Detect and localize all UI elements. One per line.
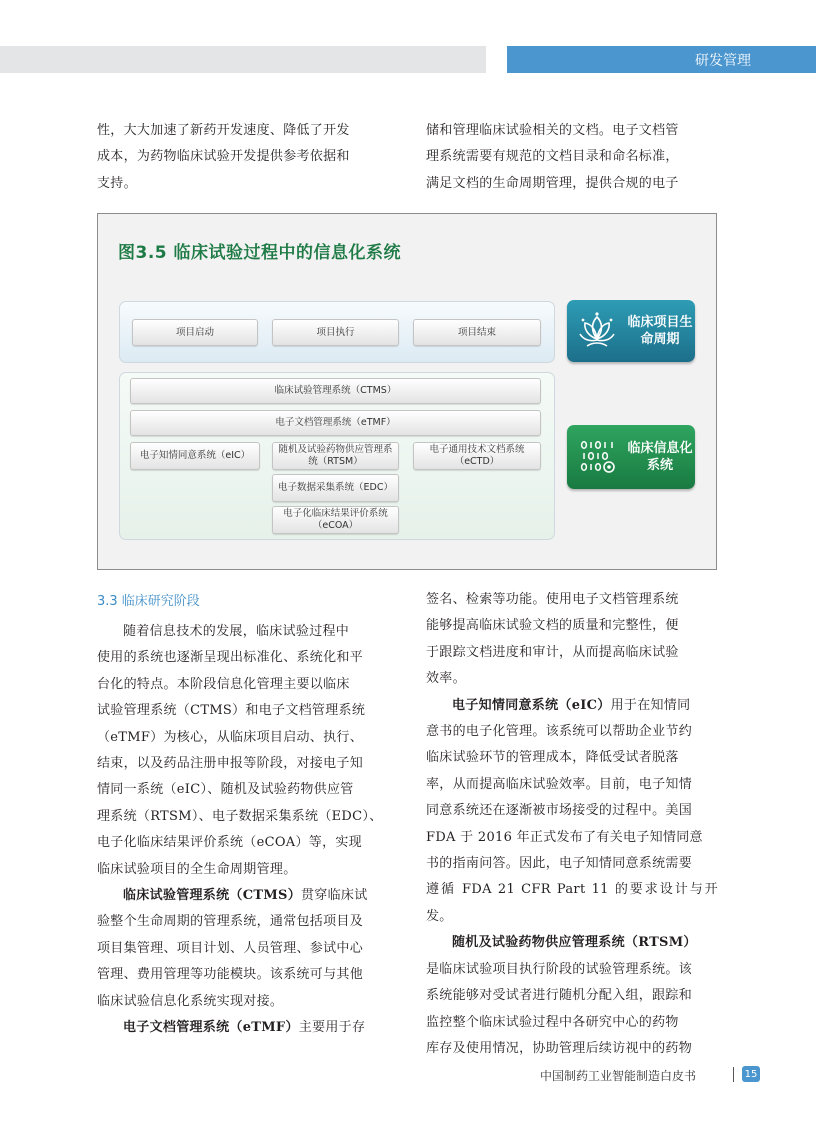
page-number: 15: [742, 1066, 760, 1082]
text-line: 电子化临床结果评价系统（eCOA）等，实现: [97, 835, 362, 851]
header-blue-bar: [507, 46, 816, 73]
text-line: 验整个生命周期的管理系统，通常包括项目及: [97, 914, 364, 930]
text-line: 台化的特点。本阶段信息化管理主要以临床: [97, 676, 350, 692]
binary-data-icon: [575, 435, 619, 479]
figure-3-5: [97, 213, 717, 570]
text-line: （eTMF）为核心，从临床项目启动、执行、: [97, 729, 363, 745]
text-line: 理系统需要有规范的文档目录和命名标准，: [426, 149, 679, 165]
text-line: [97, 883, 389, 909]
system-ectd: 电子通用技术文档系统（eCTD）: [413, 442, 541, 470]
text-line: 临床试验环节的管理成本，降低受试者脱落: [426, 750, 679, 766]
footer-divider: [733, 1067, 734, 1082]
system-ecoa: 电子化临床结果评价系统（eCOA）: [272, 506, 399, 534]
text-run: 用于在知情同: [610, 697, 691, 713]
step-project-execution: 项目执行: [272, 319, 399, 346]
info-system-badge: [567, 425, 695, 489]
text-line: 系统能够对受试者进行随机分配入组，跟踪和: [426, 988, 693, 1004]
etmf-term: 电子文档管理系统（eTMF）: [123, 1020, 299, 1036]
text-line: 是临床试验项目执行阶段的试验管理系统。该: [426, 961, 693, 977]
text-line: 理系统（RTSM）、电子数据采集系统（EDC）、: [97, 808, 383, 824]
step-project-end: 项目结束: [413, 319, 541, 346]
text-line: 管理、费用管理等功能模块。该系统可与其他: [97, 967, 364, 983]
left-column: [97, 619, 389, 1042]
system-ctms: 临床试验管理系统（CTMS）: [130, 378, 541, 404]
header-gray-bar: [0, 46, 486, 73]
lifecycle-badge: [567, 300, 695, 362]
rtsm-term: 随机及试验药物供应管理系统（RTSM）: [452, 935, 697, 951]
section-heading: 3.3 临床研究阶段: [97, 594, 200, 609]
text-line: 试验管理系统（CTMS）和电子文档管理系统: [97, 703, 366, 719]
system-etmf: 电子文档管理系统（eTMF）: [130, 410, 541, 436]
text-line: 签名、检索等功能。使用电子文档管理系统: [426, 592, 679, 607]
text-line: 意书的电子化管理。该系统可以帮助企业节约: [426, 724, 693, 740]
text-line: 库存及使用情况，协助管理后续访视中的药物: [426, 1040, 693, 1056]
lifecycle-badge-label: 临床项目生命周期: [627, 315, 693, 347]
text-line: 遵循 FDA 21 CFR Part 11 的要求设计与开发。: [426, 882, 718, 924]
top-right-text: [426, 118, 718, 197]
lotus-icon: [575, 309, 619, 353]
text-run: 主要用于存: [298, 1020, 366, 1036]
text-line: [426, 930, 718, 956]
text-line: 临床试验信息化系统实现对接。: [97, 993, 284, 1009]
text-line: 率，从而提高临床试验效率。目前，电子知情: [426, 776, 693, 792]
text-line: 同意系统还在逐渐被市场接受的过程中。美国: [426, 803, 693, 819]
ctms-term: 临床试验管理系统（CTMS）: [123, 888, 301, 904]
text-line: 能够提高临床试验文档的质量和完整性，便: [426, 618, 679, 634]
text-run: 贯穿临床试: [301, 888, 368, 904]
text-line: 结束，以及药品注册申报等阶段，对接电子知: [97, 756, 364, 772]
right-column: [426, 587, 718, 1062]
text-line: 满足文档的生命周期管理，提供合规的电子: [426, 175, 679, 191]
text-line: 临床试验项目的全生命周期管理。: [97, 861, 297, 877]
text-line: 使用的系统也逐渐呈现出标准化、系统化和平: [97, 650, 364, 666]
top-left-text: [97, 118, 389, 197]
text-line: 效率。: [426, 671, 466, 687]
text-line: 储和管理临床试验相关的文档。电子文档管: [426, 123, 679, 138]
text-line: 监控整个临床试验过程中各研究中心的药物: [426, 1014, 679, 1030]
text-line: 性，大大加速了新药开发速度、降低了开发: [97, 123, 350, 138]
text-line: 支持。: [97, 175, 137, 191]
text-line: 成本，为药物临床试验开发提供参考依据和: [97, 149, 350, 165]
text-line: 书的指南问答。因此，电子知情同意系统需要: [426, 856, 693, 872]
text-line: 项目集管理、项目计划、人员管理、参试中心: [97, 940, 364, 956]
text-line: 随着信息技术的发展，临床试验过程中: [123, 624, 350, 639]
text-line: FDA 于 2016 年正式发布了有关电子知情同意: [426, 829, 703, 845]
step-project-start: 项目启动: [132, 319, 258, 346]
header-section-label: 研发管理: [695, 53, 751, 69]
system-eic: 电子知情同意系统（eIC）: [130, 442, 260, 470]
figure-title: 图3.5 临床试验过程中的信息化系统: [118, 243, 402, 263]
eic-term: 电子知情同意系统（eIC）: [452, 697, 611, 713]
system-edc: 电子数据采集系统（EDC）: [272, 474, 399, 502]
text-line: 情同一系统（eIC）、随机及试验药物供应管: [97, 782, 354, 798]
text-line: [426, 693, 718, 719]
info-system-badge-label: 临床信息化系统: [627, 441, 693, 473]
footer-book-title: 中国制药工业智能制造白皮书: [540, 1069, 697, 1083]
system-rtsm: 随机及试验药物供应管理系统（RTSM）: [272, 442, 399, 470]
text-line: 于跟踪文档进度和审计，从而提高临床试验: [426, 644, 679, 660]
text-line: [97, 1015, 389, 1041]
